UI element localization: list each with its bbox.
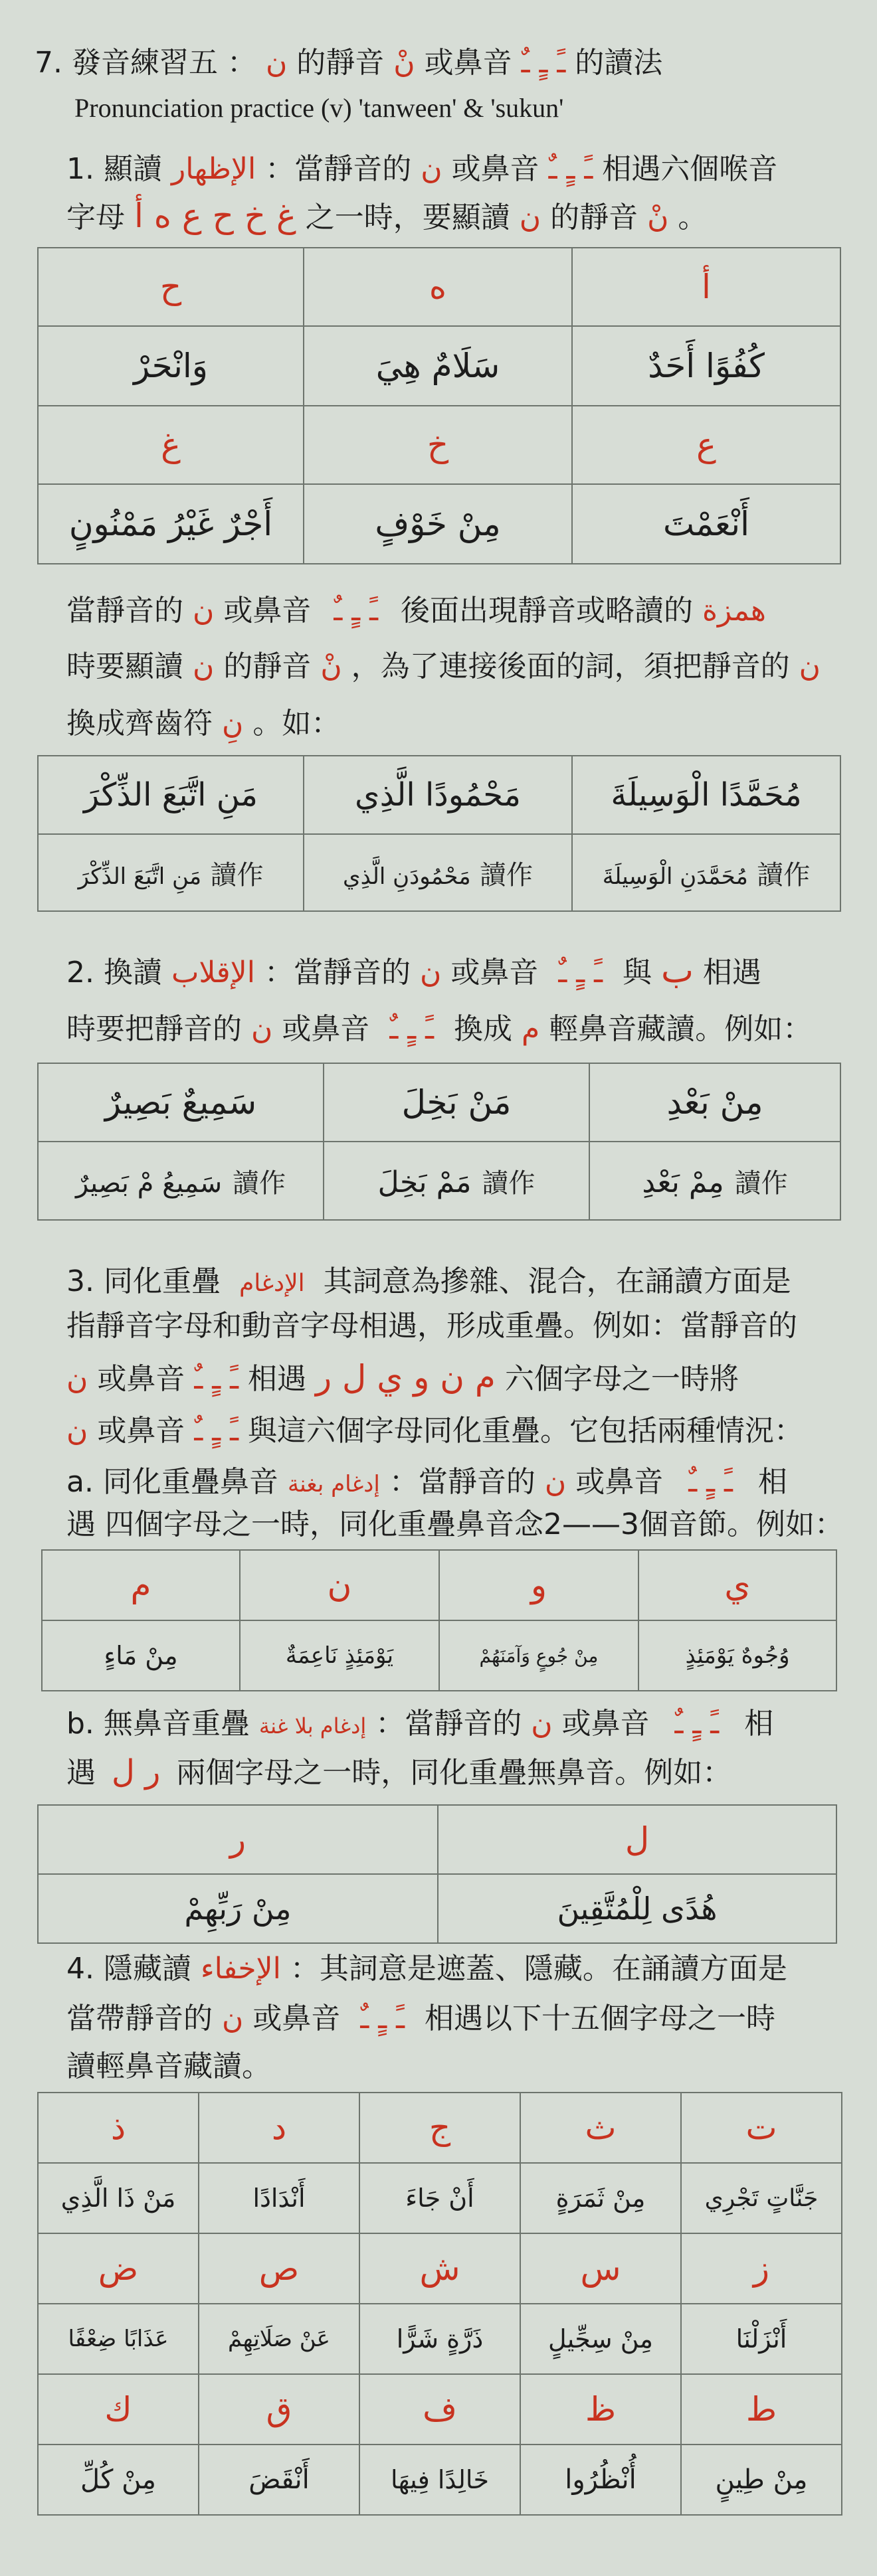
cell-example: أَجْرٌ غَيْرُ مَمْنُونٍ: [38, 484, 304, 564]
s2-line1: 2. 換讀 الإقلاب ：當靜音的 ن 或鼻音 ـً ـٍ ـٌ 與 ب 相遇: [66, 951, 761, 991]
cell-letter: ي: [638, 1550, 836, 1620]
cell-example: عَنْ صَلَاتِهِمْ: [199, 2304, 359, 2374]
cell-example: مِنْ ثَمَرَةٍ: [520, 2163, 681, 2233]
s2-table: [37, 1063, 841, 1221]
ba-letter: ب: [660, 951, 694, 991]
s2-line2: 時要把靜音的 ن 或鼻音 ـً ـٍ ـٌ 換成 م 輕鼻音藏讀。例如：: [66, 1012, 813, 1046]
cell-example: جَنَّاتٍ تَجْرِي: [681, 2163, 842, 2233]
s3a-arabic-term: إدغام بغنة: [287, 1471, 380, 1498]
title-tanween: ـً ـٍ ـٌ: [521, 46, 566, 80]
cell-example: مِنْ خَوْفٍ: [304, 484, 572, 564]
cell-example: أَنْعَمْتَ: [572, 484, 840, 564]
title-nun: ن: [265, 46, 288, 80]
cell-letter: ظ: [520, 2374, 681, 2445]
cell-example: مَحْمُودًا الَّذِي: [304, 756, 572, 834]
cell-example: عَذَابًا ضِعْفًا: [38, 2304, 199, 2374]
s4-table: [37, 2092, 842, 2516]
title-number: 7.: [35, 46, 62, 80]
cell-letter: ل: [438, 1805, 836, 1874]
cell-read-as: سَمِيعُ مْ بَصِيرٌ 讀作: [38, 1142, 324, 1220]
cell-read-as: مَنِ اتَّبَعَ الذِّكْرَ 讀作: [38, 834, 304, 911]
cell-example: مِنْ سِجِّيلٍ: [520, 2304, 681, 2374]
s2-arabic-term: الإقلاب: [171, 956, 255, 989]
cell-letter: ص: [199, 2233, 359, 2304]
title-nun-sukun: نْ: [393, 46, 415, 80]
s3b-arabic-term: إدغام بلا غنة: [258, 1713, 367, 1739]
cell-example: مِنْ مَاءٍ: [42, 1620, 240, 1691]
ra-lam-letters: ر ل: [112, 1753, 161, 1790]
title-line: 7. 發音練習五 ： ن 的靜音 نْ 或鼻音 ـً ـٍ ـٌ 的讀法: [35, 46, 663, 80]
cell-letter: م: [42, 1550, 240, 1620]
s1-para-line3: 換成齊齒符 نِ 。如：: [66, 707, 341, 740]
cell-letter: غ: [38, 406, 304, 484]
s3a-line1: a. 同化重疊鼻音 إدغام بغنة ：當靜音的 ن 或鼻音 ـً ـٍ ـٌ 相: [66, 1465, 787, 1499]
cell-example: أَنْزَلْنَا: [681, 2304, 842, 2374]
title-english: Pronunciation practice (v) 'tanween' & 'sukun': [74, 93, 564, 123]
s1-throat-letters: غ خ ح ع ه أ: [134, 197, 296, 235]
s4-line3: 讀輕鼻音藏讀。: [66, 2049, 271, 2083]
cell-letter: ن: [240, 1550, 439, 1620]
cell-letter: ق: [199, 2374, 359, 2445]
s1-table: [37, 247, 841, 564]
s1-line2: 字母 غ خ ح ع ه أ 之一時，要顯讀 ن 的靜音 نْ 。: [66, 197, 708, 235]
s1-arabic-term: الإظهار: [171, 152, 256, 186]
cell-letter: ذ: [38, 2093, 199, 2163]
s4-line1: 4. 隱藏讀 الإخفاء ：其詞意是遮蓋、隱藏。在誦讀方面是: [66, 1952, 787, 1986]
cell-letter: ك: [38, 2374, 199, 2445]
s3b-table: [37, 1804, 837, 1944]
cell-read-as: مِمْ بَعْدِ 讀作: [589, 1142, 840, 1220]
s3b-line1: b. 無鼻音重疊 إدغام بلا غنة ：當靜音的 ن 或鼻音 ـً ـٍ ـٌ 相: [66, 1707, 774, 1741]
cell-example: وَانْحَرْ: [38, 326, 304, 406]
s1-line1: 1. 顯讀 الإظهار ：當靜音的 ن 或鼻音 ـً ـٍ ـٌ 相遇六個喉音: [66, 152, 778, 186]
s1-table2: [37, 755, 841, 912]
cell-letter: ج: [359, 2093, 520, 2163]
cell-example: هُدًى لِلْمُتَّقِينَ: [438, 1874, 836, 1943]
six-letters: م ن و ي ل ر: [315, 1358, 496, 1397]
cell-letter: و: [439, 1550, 638, 1620]
cell-letter: ت: [681, 2093, 842, 2163]
cell-example: مِنْ طِينٍ: [681, 2445, 842, 2515]
cell-read-as: مُحَمَّدَنِ الْوَسِيلَةَ 讀作: [572, 834, 840, 911]
cell-letter: ه: [304, 248, 572, 326]
hamza-word: همزة: [702, 594, 766, 628]
s1-para-line1: 當靜音的 ن 或鼻音 ـً ـٍ ـٌ 後面出現靜音或略讀的 همزة: [66, 594, 766, 628]
cell-example: مِنْ كُلِّ: [38, 2445, 199, 2515]
cell-example: أَنْ جَاءَ: [359, 2163, 520, 2233]
s4-arabic-term: الإخفاء: [200, 1952, 281, 1986]
cell-letter: ز: [681, 2233, 842, 2304]
cell-example: أُنْظُرُوا: [520, 2445, 681, 2515]
cell-letter: س: [520, 2233, 681, 2304]
s3-line1: 3. 同化重疊 الإدغام 其詞意為摻雜、混合，在誦讀方面是: [66, 1264, 791, 1298]
s3a-line2: 遇 四個字母之一時，同化重疊鼻音念2——3個音節。例如：: [66, 1507, 844, 1541]
cell-letter: ط: [681, 2374, 842, 2445]
mim-letter: م: [521, 1012, 540, 1046]
cell-example: مَنْ ذَا الَّذِي: [38, 2163, 199, 2233]
cell-example: كُفُوًا أَحَدٌ: [572, 326, 840, 406]
cell-letter: ف: [359, 2374, 520, 2445]
cell-letter: ح: [38, 248, 304, 326]
cell-example: مِنْ جُوعٍ وَآمَنَهُمْ: [439, 1620, 638, 1691]
s3-arabic-term: الإدغام: [239, 1270, 305, 1297]
cell-example: مُحَمَّدًا الْوَسِيلَةَ: [572, 756, 840, 834]
cell-example: مِنْ بَعْدِ: [589, 1063, 840, 1142]
cell-example: ذَرَّةٍ شَرًّا: [359, 2304, 520, 2374]
cell-example: مَنْ بَخِلَ: [324, 1063, 589, 1142]
s3b-line2: 遇 ر ل 兩個字母之一時，同化重疊無鼻音。例如：: [66, 1753, 732, 1790]
cell-example: مِنْ رَبِّهِمْ: [38, 1874, 438, 1943]
s1-para-line2: 時要顯讀 ن 的靜音 نْ ，為了連接後面的詞，須把靜音的 ن: [66, 649, 821, 683]
cell-example: خَالِدًا فِيهَا: [359, 2445, 520, 2515]
cell-letter: ش: [359, 2233, 520, 2304]
cell-example: أَنْقَضَ: [199, 2445, 359, 2515]
s3a-table: [41, 1549, 837, 1691]
cell-read-as: مَحْمُودَنِ الَّذِي 讀作: [304, 834, 572, 911]
cell-letter: ع: [572, 406, 840, 484]
cell-example: يَوْمَئِذٍ نَاعِمَةٌ: [240, 1620, 439, 1691]
cell-example: وُجُوهٌ يَوْمَئِذٍ: [638, 1620, 836, 1691]
cell-letter: أ: [572, 248, 840, 326]
cell-example: أَنْدَادًا: [199, 2163, 359, 2233]
cell-letter: خ: [304, 406, 572, 484]
title-zh: 發音練習五: [71, 46, 218, 80]
s4-line2: 當帶靜音的 ن 或鼻音 ـً ـٍ ـٌ 相遇以下十五個字母之一時: [66, 2002, 775, 2035]
s3-line3: ن 或鼻音 ـً ـٍ ـٌ 相遇 م ن و ي ل ر 六個字母之一時將: [66, 1358, 739, 1397]
cell-example: سَلَامٌ هِيَ: [304, 326, 572, 406]
cell-example: سَمِيعٌ بَصِيرٌ: [38, 1063, 324, 1142]
cell-read-as: مَمْ بَخِلَ 讀作: [324, 1142, 589, 1220]
s3-line2: 指靜音字母和動音字母相遇，形成重疊。例如：當靜音的: [66, 1309, 797, 1343]
cell-letter: د: [199, 2093, 359, 2163]
cell-letter: ض: [38, 2233, 199, 2304]
cell-letter: ر: [38, 1805, 438, 1874]
s3-line4: ن 或鼻音 ـً ـٍ ـٌ 與這六個字母同化重疊。它包括兩種情況：: [66, 1414, 803, 1448]
cell-example: مَنِ اتَّبَعَ الذِّكْرَ: [38, 756, 304, 834]
cell-letter: ث: [520, 2093, 681, 2163]
